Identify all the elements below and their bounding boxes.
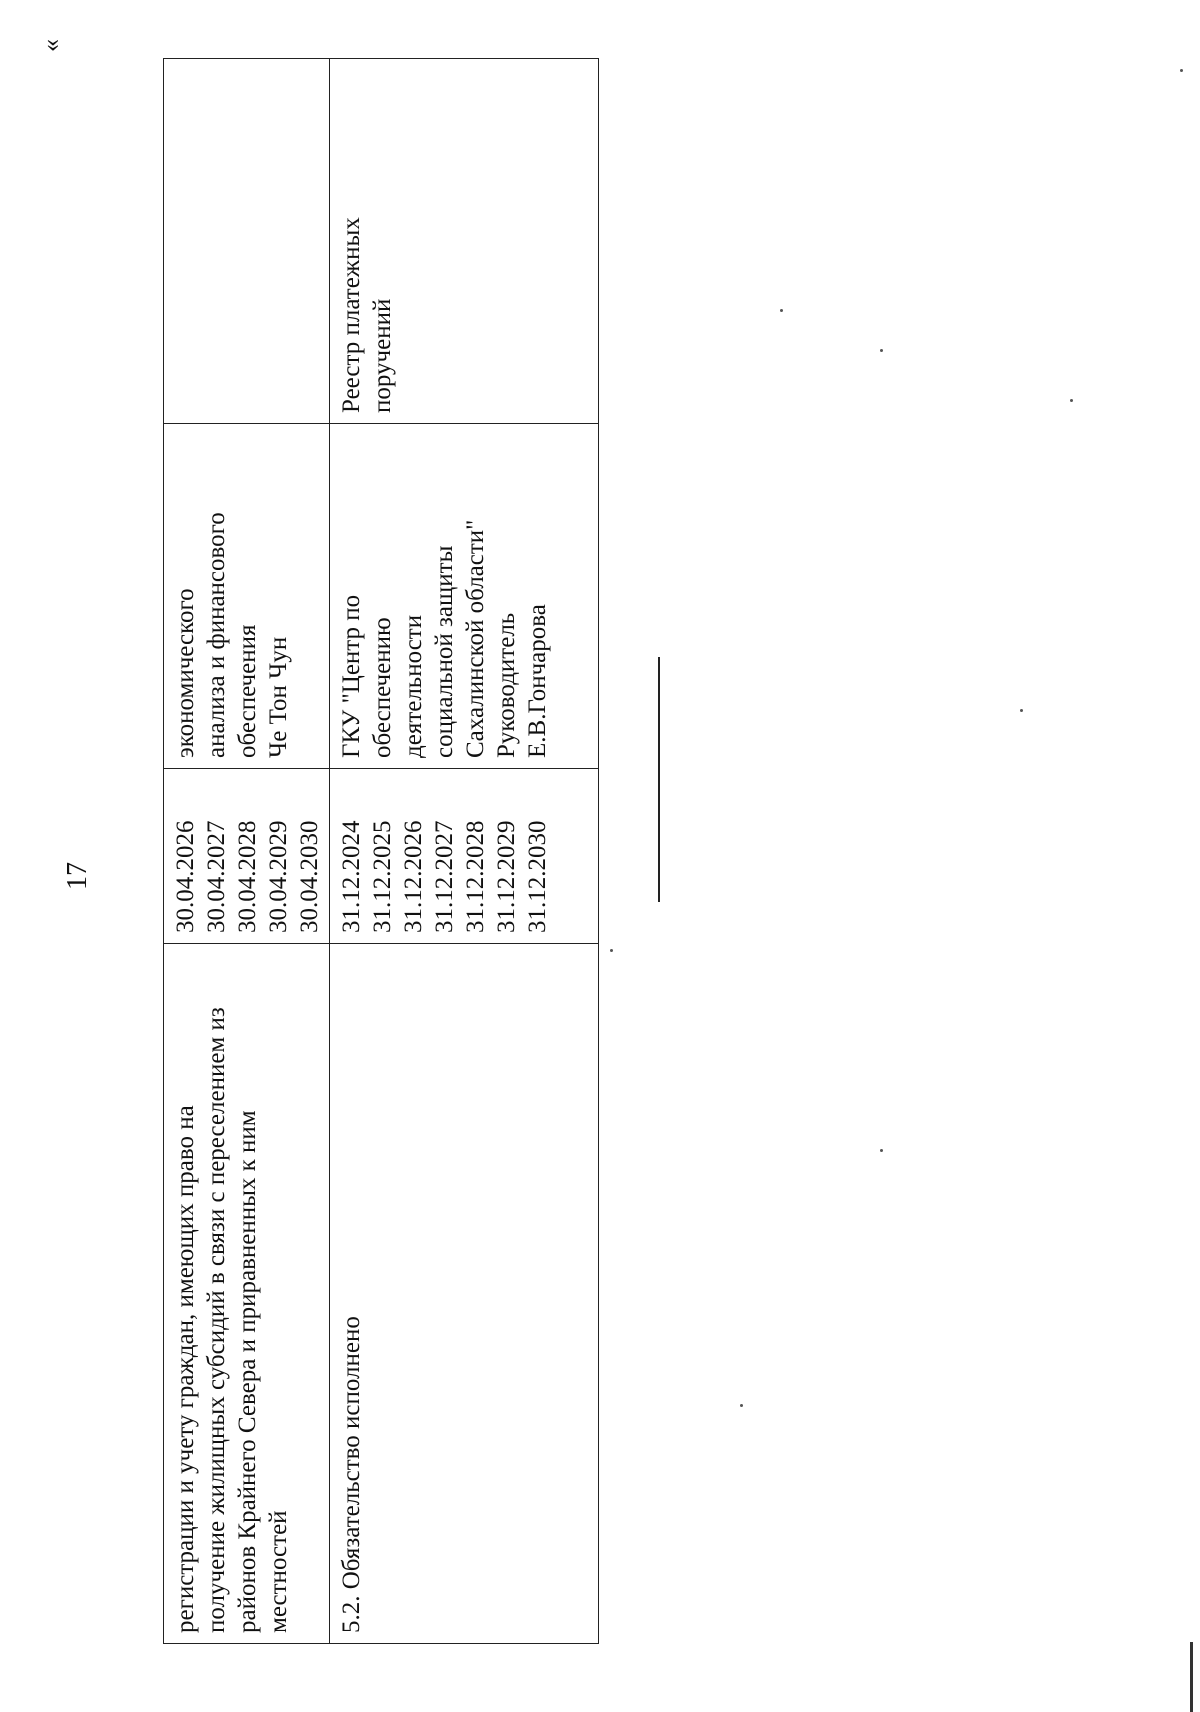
scan-edge-mark: [1190, 1642, 1193, 1712]
description-line: получение жилищных субсидий в связи с переселением из: [203, 1007, 230, 1633]
document-line: Реестр платежных: [338, 217, 365, 413]
date-value: 31.12.2027: [431, 820, 458, 933]
date-value: 30.04.2027: [203, 820, 230, 933]
scan-speck: [1020, 709, 1023, 712]
responsible-line: Руководитель: [493, 612, 520, 758]
date-value: 31.12.2028: [462, 820, 489, 933]
dates-cell: [330, 769, 599, 944]
description-cell: [164, 944, 330, 1644]
dates-cell: [164, 769, 330, 944]
responsible-line: анализа и финансового: [203, 512, 230, 758]
date-value: 31.12.2026: [400, 820, 427, 933]
date-value: 31.12.2030: [524, 820, 551, 933]
responsible-line: Сахалинской области": [462, 519, 489, 758]
responsible-line: Че Тон Чун: [265, 636, 292, 758]
scan-speck: [880, 1149, 883, 1152]
document-line: поручений: [369, 298, 396, 413]
responsible-line: Е.В.Гончарова: [524, 604, 551, 758]
scan-speck: [780, 309, 783, 312]
date-value: 31.12.2024: [338, 820, 365, 933]
table-row: [330, 59, 599, 1644]
description-cell: [330, 944, 599, 1644]
description-line: регистрации и учету граждан, имеющих право на: [172, 1105, 199, 1633]
scan-speck: [1070, 399, 1073, 402]
description-line: 5.2. Обязательство исполнено: [338, 1316, 365, 1633]
scan-speck: [740, 1404, 743, 1407]
obligations-table-wrap: [163, 59, 595, 1644]
scan-speck: [1180, 69, 1183, 72]
date-value: 30.04.2030: [296, 820, 323, 933]
document-cell: [330, 59, 599, 424]
responsible-line: экономического: [172, 588, 199, 758]
table-row: [164, 59, 330, 1644]
responsible-line: деятельности: [400, 614, 427, 758]
date-value: 30.04.2029: [265, 820, 292, 933]
date-value: 30.04.2028: [234, 820, 261, 933]
scan-speck: [610, 949, 613, 952]
responsible-cell: [164, 424, 330, 769]
description-line: районов Крайнего Севера и приравненных к ним: [234, 1110, 261, 1633]
date-value: 31.12.2029: [493, 820, 520, 933]
responsible-line: обеспечению: [369, 617, 396, 758]
responsible-cell: [330, 424, 599, 769]
date-value: 31.12.2025: [369, 820, 396, 933]
responsible-line: обеспечения: [234, 624, 261, 758]
scan-mark: «: [36, 39, 65, 52]
scan-speck: [880, 349, 883, 352]
date-value: 30.04.2026: [172, 820, 199, 933]
document-cell: [164, 59, 330, 424]
responsible-line: ГКУ "Центр по: [338, 594, 365, 758]
page-number: 17: [62, 862, 93, 890]
responsible-line: социальной защиты: [431, 545, 458, 758]
end-divider-line: [658, 657, 660, 902]
obligations-table: [163, 58, 599, 1644]
description-line: местностей: [265, 1510, 292, 1633]
